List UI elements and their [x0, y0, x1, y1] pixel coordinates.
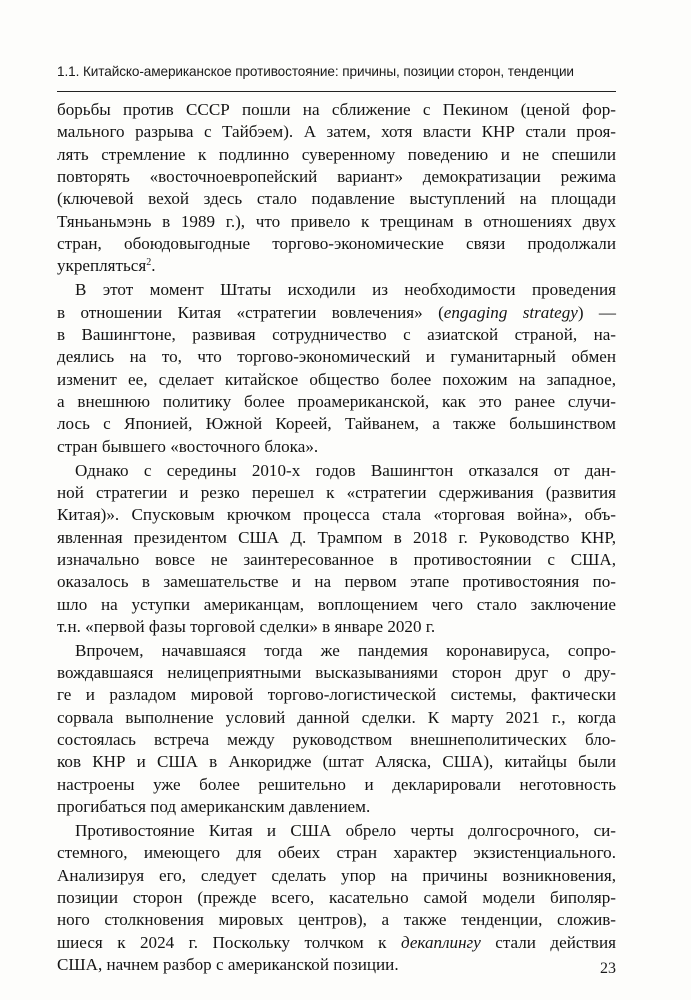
text-line: т.н. «первой фазы торговой сделки» в январе 2020 г. — [57, 616, 436, 636]
text-line — [57, 255, 616, 277]
text-line: Противостояние Китая и США обрело черты долгосрочного, си- — [75, 821, 616, 840]
text-line: (ключевой вехой здесь стало подавление выступлений на площади — [57, 189, 616, 209]
body-text — [57, 99, 616, 978]
text-line: лось с Японией, Южной Кореей, Тайванем, а также большинством — [57, 414, 616, 434]
text-fragment: . — [151, 256, 156, 276]
text-line: стемного, имеющего для обеих стран характер экзистенциального. — [57, 843, 616, 863]
text-fragment: ) — — [577, 302, 616, 322]
text-line — [57, 932, 616, 954]
text-line: Анализируя его, следует сделать упор на причины возникновения, — [57, 865, 616, 885]
text-line: лять стремление к подлинно суверенному поведению и не спешили — [57, 144, 616, 164]
text-line: вождавшаяся нелицеприятными высказываниями сторон друг о дру- — [57, 663, 616, 683]
text-fragment: стали действия — [480, 932, 616, 952]
text-line: мального разрыва с Тайбэем). А затем, хотя власти КНР стали проя- — [57, 122, 616, 142]
text-line: сорвала выполнение условий данной сделки. К марту 2021 г., когда — [57, 707, 616, 727]
text-fragment: шиеся к 2024 г. Поскольку толчком к — [57, 932, 401, 952]
text-line: Впрочем, начавшаяся тогда же пандемия коронавируса, сопро- — [75, 640, 616, 660]
text-line: оказалось в замешательстве и на первом этапе противостояния по- — [57, 572, 616, 592]
text-line: изменит ее, сделает китайское общество более похожим на западное, — [57, 369, 616, 389]
running-header: 1.1. Китайско-американское противостояние: причины, позиции сторон, тенденции — [57, 64, 574, 79]
text-fragment: укрепляться — [57, 256, 147, 276]
paragraph-3 — [57, 460, 616, 639]
text-line: настроены уже более решительно и декларировали неготовность — [57, 774, 616, 794]
text-line: США, начнем разбор с американской позиции. — [57, 955, 399, 975]
text-line: ной стратегии и резко перешел к «стратегии сдерживания (развития — [57, 482, 616, 502]
text-line: деялись на то, что торгово-экономический и гуманитарный обмен — [57, 347, 616, 367]
text-line: стран, обоюдовыгодные торгово-экономические связи продолжали — [57, 234, 616, 254]
text-line: Тяньаньмэнь в 1989 г.), что привело к трещинам в отношениях двух — [57, 211, 616, 231]
paragraph-4 — [57, 640, 616, 819]
italic-term: декаплингу — [400, 932, 481, 952]
text-line: повторять «восточноевропейский вариант» демократизации режима — [57, 167, 616, 187]
footnote-ref[interactable]: 2 — [146, 257, 152, 269]
text-line: позиции сторон (прежде всего, касательно самой модели биполяр- — [57, 888, 616, 908]
text-line: Китая)». Спусковым крючком процесса стала «торговая война», объ- — [57, 505, 616, 525]
text-line: В этот момент Штаты исходили из необходимости проведения — [75, 280, 616, 300]
text-line: состоялась встреча между руководством внешнеполитических бло- — [57, 730, 616, 750]
text-line: а внешнюю политику более проамериканской, как это ранее случи- — [57, 391, 616, 411]
text-line — [57, 302, 616, 324]
paragraph-2 — [57, 279, 616, 458]
paragraph-1 — [57, 99, 616, 278]
text-line: Однако с середины 2010-х годов Вашингтон отказался от дан- — [75, 460, 616, 480]
text-line: прогибаться под американским давлением. — [57, 797, 371, 817]
text-line: изначально вовсе не заинтересованное в противостоянии с США, — [57, 549, 616, 569]
italic-term: engaging strategy — [443, 302, 578, 322]
text-line: ге и разладом мировой торгово-логистической системы, фактически — [57, 685, 616, 705]
page-number: 23 — [600, 960, 616, 977]
text-line: ного столкновения мировых центров), а также тенденции, сложив- — [57, 910, 616, 930]
text-line: шло на уступки американцам, воплощением чего стало заключение — [57, 594, 616, 614]
text-line: явленная президентом США Д. Трампом в 2018 г. Руководство КНР, — [57, 527, 616, 547]
text-line: в Вашингтоне, развивая сотрудничество с азиатской страной, на- — [57, 324, 616, 344]
text-fragment: в отношении Китая «стратегии вовлечения» ( — [57, 302, 444, 322]
paragraph-5 — [57, 820, 616, 976]
text-line: борьбы против СССР пошли на сближение с Пекином (ценой фор- — [57, 100, 616, 119]
text-line: стран бывшего «восточного блока». — [57, 436, 319, 456]
header-rule — [57, 91, 616, 92]
text-line: ков КНР и США в Анкоридже (штат Аляска, США), китайцы были — [57, 752, 616, 772]
